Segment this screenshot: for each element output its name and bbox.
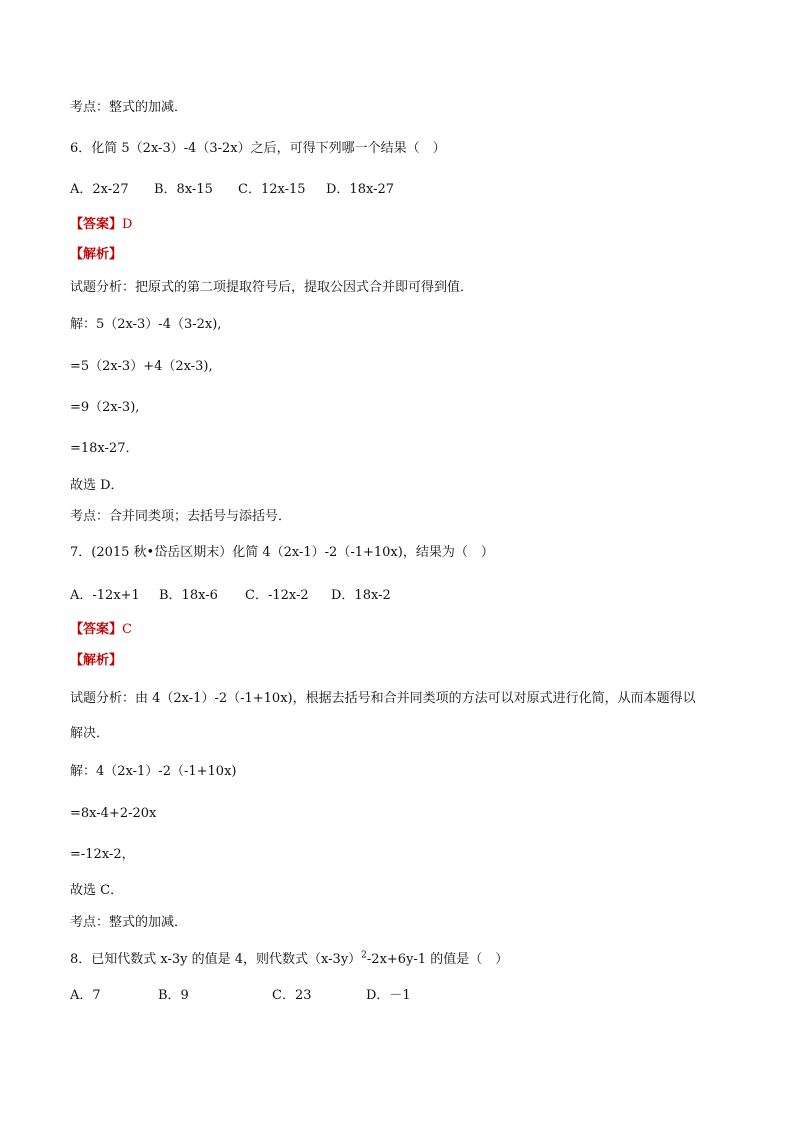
q6-answer <box>70 216 132 234</box>
q8-option-b: B．9 <box>158 988 189 1003</box>
q7-solution-step-1: 解：4（2x-1）-2（-1+10x) <box>70 764 237 779</box>
question-7-stem: 7．(2015 秋•岱岳区期末）化简 4（2x-1）-2（-1+10x)，结果为（ ） <box>70 545 494 560</box>
q8-option-a: A．7 <box>70 988 101 1003</box>
q7-analysis-text: 试题分析：由 4（2x-1）-2（-1+10x)，根据去括号和合并同类项的方法可以对原式进行化简，从而本题得以 <box>70 691 696 706</box>
q8-option-c: C．23 <box>272 988 312 1003</box>
answer-value: D <box>122 217 133 232</box>
q8-exponent: 2 <box>361 950 367 961</box>
q7-solution-step-2: =8x-4+2-20x <box>70 806 157 821</box>
kaodian-text: 考点：整式的加减． <box>70 100 188 115</box>
q7-option-c: C．-12x-2 <box>245 588 309 603</box>
q6-analysis-label: 【解析】 <box>70 247 123 262</box>
q6-option-d: D．18x-27 <box>326 182 395 197</box>
q8-option-d: D．－1 <box>366 988 411 1003</box>
question-8-options <box>70 987 411 1005</box>
q7-option-a: A．-12x+1 <box>70 588 140 603</box>
q7-analysis-text-cont: 解决． <box>70 726 110 741</box>
q7-option-b: B．18x-6 <box>159 588 218 603</box>
question-6-stem: 6．化简 5（2x-3）-4（3-2x）之后，可得下列哪一个结果（ ） <box>70 141 446 156</box>
q7-kaodian: 考点：整式的加减． <box>70 915 188 930</box>
q6-option-c: C．12x-15 <box>238 182 306 197</box>
q6-option-a: A．2x-27 <box>70 182 129 197</box>
q6-solution-step-4: =18x-27． <box>70 441 139 456</box>
q8-stem-start: 8．已知代数式 x-3y 的值是 4，则代数式（x-3y） <box>70 952 362 967</box>
answer-label: 【答案】 <box>70 217 123 232</box>
q7-answer <box>70 621 132 639</box>
q6-analysis-text: 试题分析：把原式的第二项提取符号后，提取公因式合并即可得到值． <box>70 280 474 295</box>
q7-option-d: D．18x-2 <box>331 588 391 603</box>
q6-kaodian: 考点：合并同类项；去括号与添括号． <box>70 509 292 524</box>
question-8-stem <box>70 951 508 969</box>
q6-solution-step-2: =5（2x-3）+4（2x-3), <box>70 359 213 374</box>
q6-solution-step-3: =9（2x-3), <box>70 400 140 415</box>
q8-stem-end: -2x+6y-1 的值是（ ） <box>366 952 509 967</box>
answer-label: 【答案】 <box>70 622 123 637</box>
q7-choice: 故选 C． <box>70 883 124 898</box>
question-7-options <box>70 587 391 605</box>
answer-value: C <box>122 622 132 637</box>
q7-analysis-label: 【解析】 <box>70 653 123 668</box>
q6-solution-step-1: 解：5（2x-3）-4（3-2x), <box>70 317 222 332</box>
q7-solution-step-3: =-12x-2， <box>70 847 135 862</box>
question-6-options <box>70 181 394 199</box>
q6-option-b: B．8x-15 <box>154 182 213 197</box>
q6-choice: 故选 D． <box>70 478 124 493</box>
